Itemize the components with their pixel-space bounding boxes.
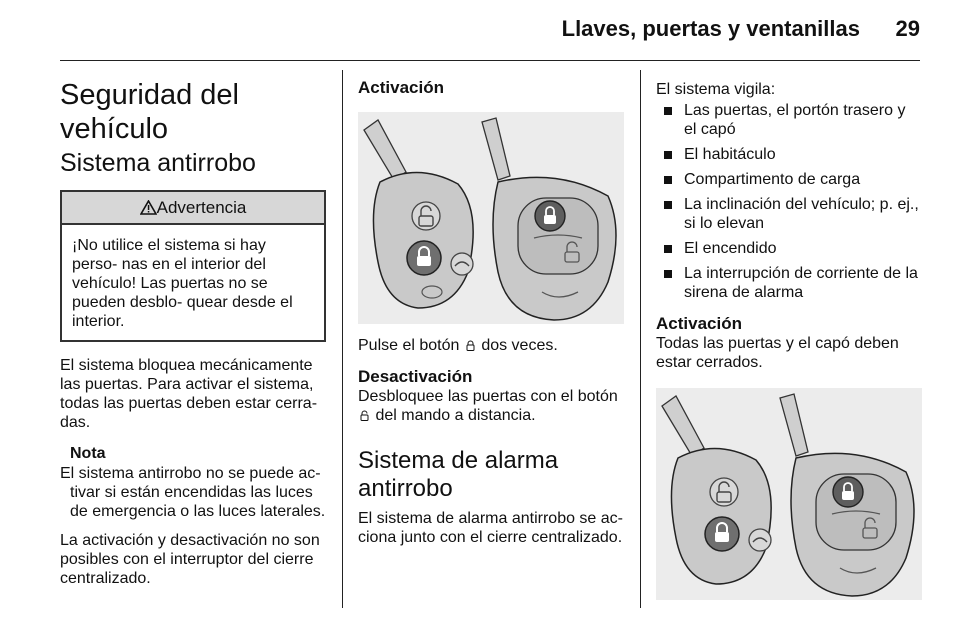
warning-triangle-icon [140,200,157,215]
activation-heading: Activación [358,78,444,97]
bullet-square-icon [664,176,672,184]
subsection-heading: Sistema antirrobo [60,149,256,177]
warning-title: Advertencia [156,198,247,217]
warning-header [62,192,324,225]
paragraph-mechanical-lock: El sistema bloquea mecánicamente las puertas. Para activar el sistema, todas las puertas deben estar cerra- das. [60,357,318,431]
monitor-intro: El sistema vigila: [656,81,776,98]
note-title: Nota [70,445,106,462]
lock-symbol-icon [466,340,475,351]
key-fob-left [373,172,473,308]
key-fob-illustration-2 [656,388,922,600]
list-item: Compartimento de carga [656,170,922,189]
warning-box [60,190,326,342]
column-2 [358,70,624,559]
activation-heading-2: Activación [656,314,742,333]
alarm-text: El sistema de alarma antirrobo se ac- ciona junto con el cierre centralizado. [358,510,623,546]
press-text-after: dos veces. [481,337,558,354]
list-item: La interrupción de corriente de la sirena de alarma [656,264,922,302]
unlock-text-before: Desbloquee las puertas con el botón [358,388,618,405]
note-block [60,444,326,521]
bullet-square-icon [664,245,672,253]
section-heading: Seguridad del vehículo [60,79,239,145]
bullet-square-icon [664,270,672,278]
list-item: El habitáculo [656,145,922,164]
list-item: La inclinación del vehículo; p. ej., si lo elevan [656,195,922,233]
column-1 [60,70,326,600]
list-item: El encendido [656,239,922,258]
alarm-heading: Sistema de alarma antirrobo [358,447,559,502]
key-fob-illustration [358,112,624,324]
warning-text: ¡No utilice el sistema si hay perso- nas en el interior del vehículo! Las puertas no se pueden desblo- quear desde el interior. [72,237,293,330]
page-number: 29 [895,16,920,41]
unlock-symbol-icon [360,410,369,421]
column-divider-2 [640,70,641,608]
bullet-square-icon [664,107,672,115]
press-text-before: Pulse el botón [358,337,460,354]
trunk-button-icon [451,253,473,275]
column-divider-1 [342,70,343,608]
unlock-text-after: del mando a distancia. [375,407,536,424]
column-3 [656,70,922,600]
monitor-list [656,101,922,302]
bullet-square-icon [664,151,672,159]
key-fob-right [493,177,616,320]
bullet-square-icon [664,201,672,209]
deactivation-heading: Desactivación [358,367,473,386]
paragraph-central-lock: La activación y desactivación no son posibles con el interruptor del cierre centralizado. [60,532,320,587]
running-header-title: Llaves, puertas y ventanillas [561,16,860,41]
list-item: Las puertas, el portón trasero y el capó [656,101,922,139]
activation-text: Todas las puertas y el capó deben estar cerrados. [656,335,899,371]
note-text: El sistema antirrobo no se puede ac- tivar si están encendidas las luces de emergencia o las luces laterales. [60,465,326,520]
header-rule [60,60,920,61]
